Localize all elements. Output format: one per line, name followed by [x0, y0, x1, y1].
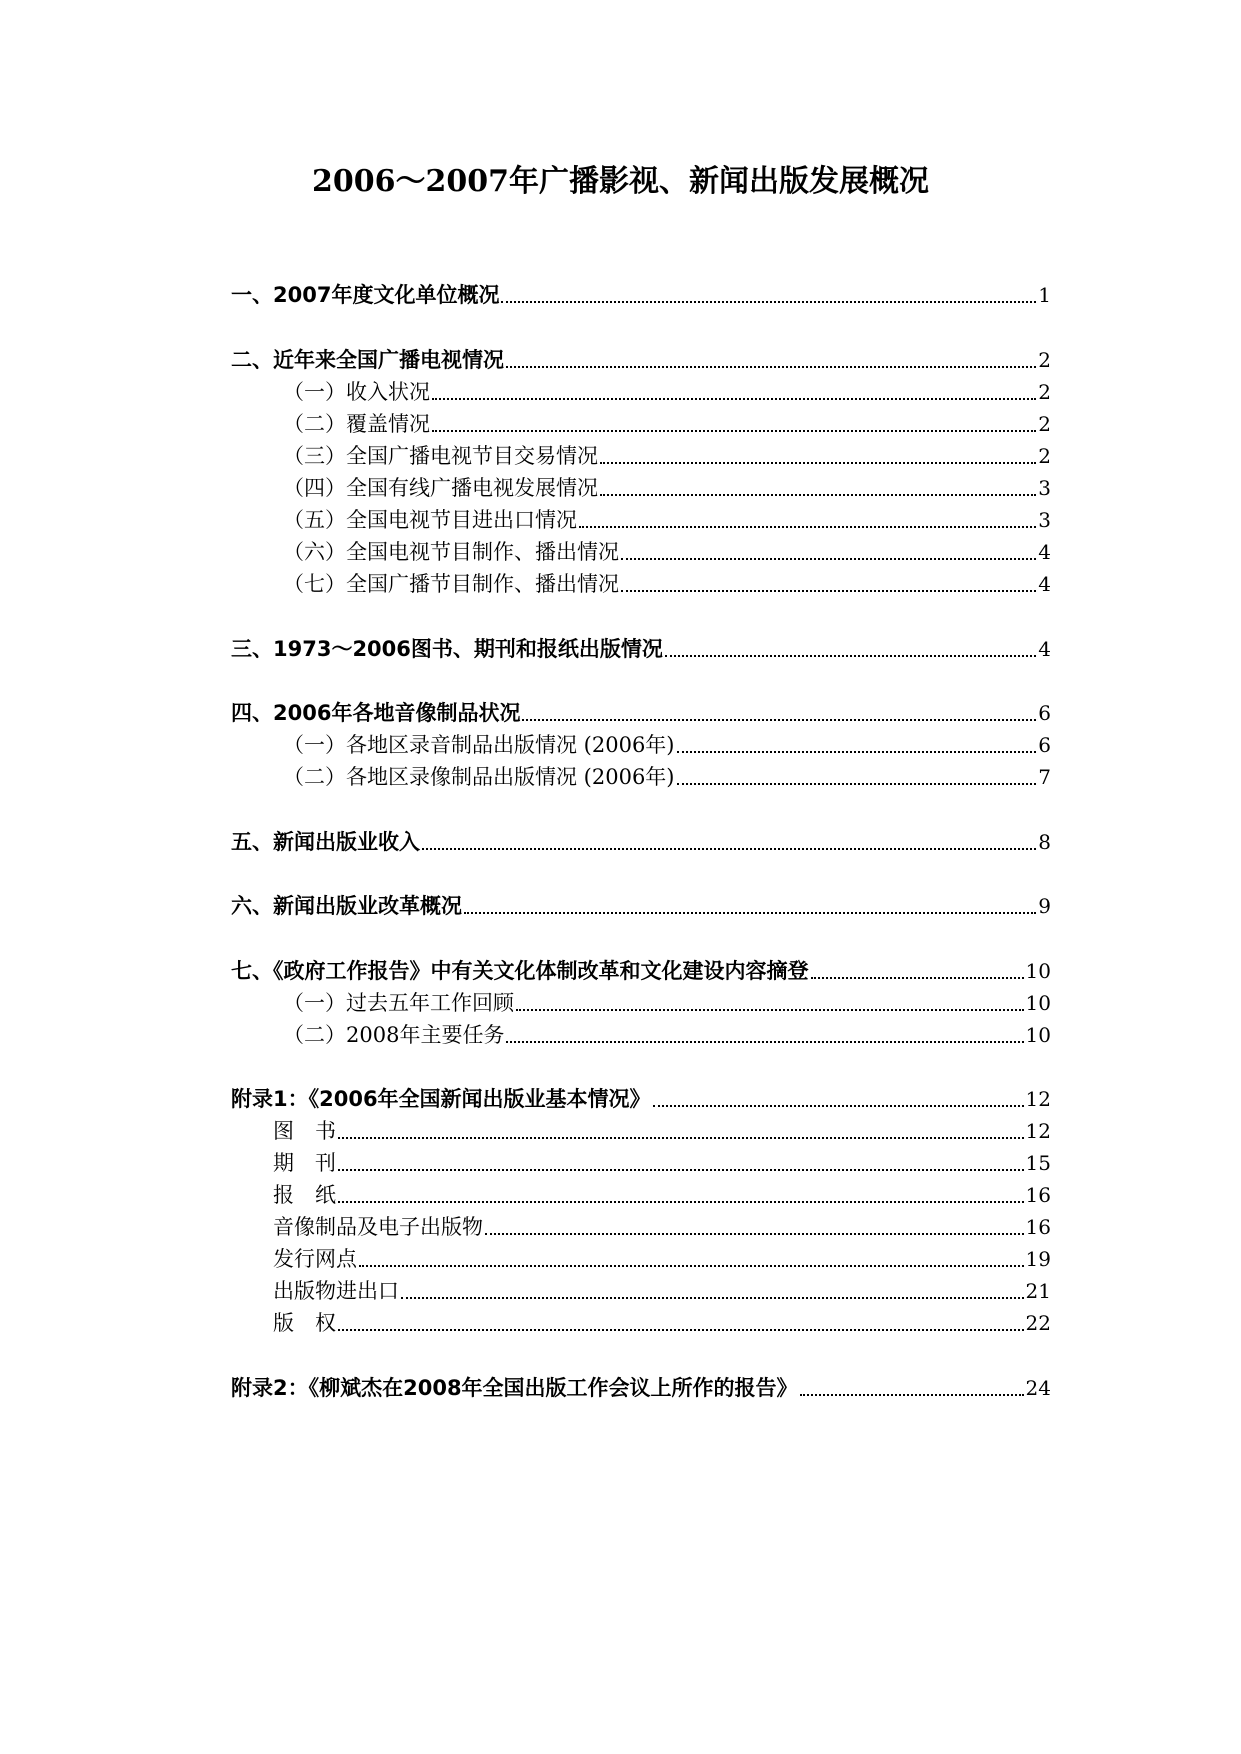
toc-entry-label: （二）各地区录像制品出版情况 (2006年): [283, 765, 675, 789]
toc-dot-leader: [677, 729, 1037, 761]
toc-subentry[interactable]: [231, 1243, 1051, 1275]
toc-entry-page: 6: [1038, 701, 1051, 725]
toc-entry-page: 16: [1025, 1183, 1051, 1207]
toc-dot-leader: [600, 440, 1036, 472]
toc-entry-label: （五）全国电视节目进出口情况: [283, 508, 577, 532]
toc-dot-leader: [464, 890, 1036, 922]
toc-entry[interactable]: [231, 633, 1051, 665]
toc-subentry[interactable]: [231, 1019, 1051, 1051]
toc-entry-label: 图 书: [273, 1119, 336, 1143]
toc-entry-page: 3: [1038, 476, 1051, 500]
toc-dot-leader: [338, 1307, 1024, 1339]
toc-subentry[interactable]: [231, 987, 1051, 1019]
toc-subentry[interactable]: [231, 536, 1051, 568]
toc-entry[interactable]: [231, 1083, 1051, 1115]
toc-entry-label: 报 纸: [273, 1183, 336, 1207]
toc-dot-leader: [485, 1211, 1024, 1243]
toc-entry-page: 12: [1025, 1119, 1051, 1143]
toc-entry-label: 四、2006年各地音像制品状况: [231, 701, 521, 725]
toc-entry-page: 8: [1038, 830, 1051, 854]
toc-entry-page: 9: [1038, 894, 1051, 918]
toc-dot-leader: [506, 1019, 1023, 1051]
toc-entry-page: 7: [1038, 765, 1051, 789]
toc-dot-leader: [621, 568, 1036, 600]
toc-subentry[interactable]: [231, 1179, 1051, 1211]
toc-entry-page: 15: [1025, 1151, 1051, 1175]
table-of-contents: [231, 0, 1051, 1754]
toc-entry-page: 2: [1038, 444, 1051, 468]
toc-subentry[interactable]: [231, 408, 1051, 440]
toc-entry[interactable]: [231, 697, 1051, 729]
toc-entry-page: 10: [1025, 959, 1051, 983]
toc-entry-label: 三、1973～2006图书、期刊和报纸出版情况: [231, 637, 663, 661]
toc-entry-page: 10: [1025, 991, 1051, 1015]
toc-entry-label: （七）全国广播节目制作、播出情况: [283, 572, 619, 596]
toc-subentry[interactable]: [231, 1211, 1051, 1243]
toc-dot-leader: [422, 826, 1036, 858]
toc-entry-label: 附录2：《柳斌杰在2008年全国出版工作会议上所作的报告》: [231, 1376, 798, 1400]
toc-entry-label: 五、新闻出版业收入: [231, 830, 420, 854]
toc-dot-leader: [653, 1083, 1024, 1115]
toc-dot-leader: [338, 1179, 1024, 1211]
toc-subentry[interactable]: [231, 568, 1051, 600]
toc-entry-label: 六、新闻出版业改革概况: [231, 894, 462, 918]
toc-entry-page: 1: [1038, 283, 1051, 307]
toc-entry-label: （六）全国电视节目制作、播出情况: [283, 540, 619, 564]
toc-entry[interactable]: [231, 1372, 1051, 1404]
toc-entry-label: 一、2007年度文化单位概况: [231, 283, 500, 307]
toc-dot-leader: [811, 955, 1024, 987]
toc-entry-page: 4: [1038, 572, 1051, 596]
toc-dot-leader: [359, 1243, 1024, 1275]
toc-entry[interactable]: [231, 279, 1051, 311]
toc-entry[interactable]: [231, 826, 1051, 858]
toc-subentry[interactable]: [231, 1275, 1051, 1307]
toc-dot-leader: [516, 987, 1024, 1019]
toc-subentry[interactable]: [231, 1147, 1051, 1179]
toc-dot-leader: [401, 1275, 1024, 1307]
toc-entry-label: 二、近年来全国广播电视情况: [231, 348, 504, 372]
toc-entry-label: 出版物进出口: [273, 1279, 399, 1303]
toc-entry[interactable]: [231, 955, 1051, 987]
toc-entry-label: （四）全国有线广播电视发展情况: [283, 476, 598, 500]
toc-entry-page: 24: [1025, 1376, 1051, 1400]
toc-entry[interactable]: [231, 890, 1051, 922]
toc-entry[interactable]: [231, 344, 1051, 376]
toc-entry-page: 10: [1025, 1023, 1051, 1047]
toc-entry-page: 2: [1038, 348, 1051, 372]
toc-entry-page: 3: [1038, 508, 1051, 532]
toc-dot-leader: [338, 1147, 1024, 1179]
toc-entry-label: （一）过去五年工作回顾: [283, 991, 514, 1015]
toc-dot-leader: [621, 536, 1036, 568]
toc-entry-page: 12: [1025, 1087, 1051, 1111]
toc-entry-page: 2: [1038, 380, 1051, 404]
toc-subentry[interactable]: [231, 504, 1051, 536]
toc-entry-page: 19: [1025, 1247, 1051, 1271]
toc-entry-label: （三）全国广播电视节目交易情况: [283, 444, 598, 468]
toc-entry-label: 附录1：《2006年全国新闻出版业基本情况》: [231, 1087, 651, 1111]
toc-entry-label: 版 权: [273, 1311, 336, 1335]
toc-dot-leader: [338, 1115, 1024, 1147]
toc-entry-page: 21: [1025, 1279, 1051, 1303]
toc-dot-leader: [506, 344, 1036, 376]
toc-dot-leader: [665, 633, 1036, 665]
toc-subentry[interactable]: [231, 761, 1051, 793]
toc-dot-leader: [579, 504, 1036, 536]
toc-subentry[interactable]: [231, 376, 1051, 408]
toc-dot-leader: [432, 376, 1036, 408]
toc-subentry[interactable]: [231, 1115, 1051, 1147]
toc-entry-label: （一）收入状况: [283, 380, 430, 404]
toc-entry-page: 4: [1038, 637, 1051, 661]
toc-dot-leader: [501, 279, 1036, 311]
toc-entry-label: （一）各地区录音制品出版情况 (2006年): [283, 733, 675, 757]
toc-subentry[interactable]: [231, 1307, 1051, 1339]
toc-subentry[interactable]: [231, 440, 1051, 472]
toc-entry-page: 22: [1025, 1311, 1051, 1335]
toc-entry-page: 16: [1025, 1215, 1051, 1239]
toc-entry-page: 2: [1038, 412, 1051, 436]
toc-entry-label: 期 刊: [273, 1151, 336, 1175]
document-title: 2006～2007年广播影视、新闻出版发展概况: [312, 164, 929, 199]
toc-entry-label: （二）覆盖情况: [283, 412, 430, 436]
toc-dot-leader: [600, 472, 1036, 504]
toc-entry-label: 七、《政府工作报告》中有关文化体制改革和文化建设内容摘登: [231, 959, 809, 983]
toc-entry-label: 音像制品及电子出版物: [273, 1215, 483, 1239]
toc-entry-label: 发行网点: [273, 1247, 357, 1271]
toc-entry-page: 4: [1038, 540, 1051, 564]
toc-dot-leader: [800, 1372, 1024, 1404]
toc-entry-page: 6: [1038, 733, 1051, 757]
toc-dot-leader: [432, 408, 1036, 440]
toc-dot-leader: [677, 761, 1037, 793]
toc-dot-leader: [522, 697, 1036, 729]
toc-entry-label: （二）2008年主要任务: [283, 1023, 505, 1047]
toc-subentry[interactable]: [231, 729, 1051, 761]
toc-subentry[interactable]: [231, 472, 1051, 504]
